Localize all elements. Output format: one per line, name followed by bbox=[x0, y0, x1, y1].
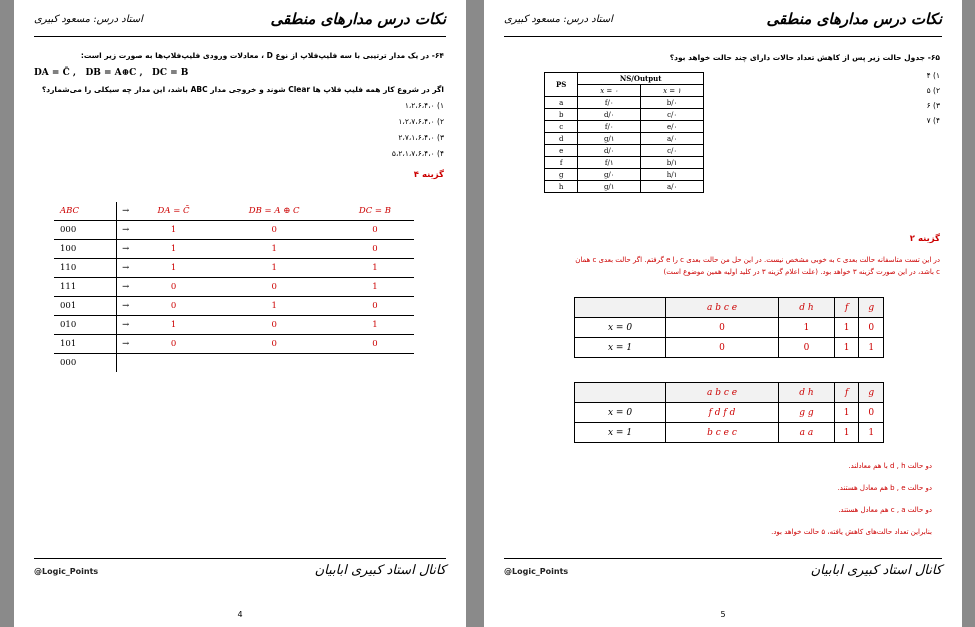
ns-header: NS/Output bbox=[578, 73, 704, 85]
cell: c/۰ bbox=[641, 145, 704, 157]
explanation-line1: در این تست متاسفانه حالت بعدی c به خوبی مشخص نیست. در این حل من حالت بعدی c را e گرفتم. اگر حالت بعدی c همان bbox=[575, 256, 940, 264]
left-page bbox=[14, 0, 466, 627]
option-1: ۱) ۴ bbox=[926, 71, 940, 80]
footer-channel: کانال استاد کبیری ابابیان bbox=[314, 563, 446, 578]
option-3: ۳) ۲،۷،۱،۶،۴،۰ bbox=[398, 133, 444, 142]
cell: x = 0 bbox=[575, 318, 666, 338]
cell: h bbox=[545, 181, 578, 193]
cell: 0 bbox=[778, 338, 834, 358]
cell: e/۰ bbox=[641, 121, 704, 133]
cell: 001 bbox=[54, 297, 116, 316]
cell: c bbox=[545, 121, 578, 133]
table-row bbox=[54, 335, 414, 354]
footer-channel: کانال استاد کبیری ابابیان bbox=[810, 563, 942, 578]
cell: 0 bbox=[135, 297, 213, 316]
cell: f/۱ bbox=[578, 157, 641, 169]
right-page bbox=[484, 0, 962, 627]
cell bbox=[575, 298, 666, 318]
cell: 1 bbox=[834, 338, 858, 358]
question-number: ۶۴- bbox=[431, 51, 444, 60]
cell: 0 bbox=[212, 335, 335, 354]
cell: 1 bbox=[336, 278, 414, 297]
cell: g bbox=[859, 383, 884, 403]
cell: d bbox=[545, 133, 578, 145]
cell: x = 1 bbox=[575, 338, 666, 358]
cell: 000 bbox=[54, 221, 116, 240]
cell: 1 bbox=[859, 338, 884, 358]
option-4: ۴) ۷ bbox=[926, 116, 940, 125]
reduction-table-1 bbox=[574, 297, 884, 358]
cell: d h bbox=[778, 298, 834, 318]
note-3: دو حالت c , a هم معادل هستند. bbox=[838, 506, 932, 514]
question-line1: در یک مدار ترتیبی با سه فلیپ‌فلاپ از نوع D ، معادلات ورودی فلیپ‌فلاپ‌ها به صورت زیر است: bbox=[80, 51, 430, 60]
equation-a: DA = C̄ , bbox=[34, 68, 77, 78]
cell: a b c e bbox=[666, 298, 779, 318]
cell: 0 bbox=[212, 278, 335, 297]
cell: f bbox=[545, 157, 578, 169]
page-footer bbox=[504, 558, 942, 589]
table-row bbox=[545, 109, 704, 121]
cell: 0 bbox=[666, 318, 779, 338]
cell: 1 bbox=[135, 240, 213, 259]
cell: 000 bbox=[54, 354, 116, 373]
page-header bbox=[504, 8, 942, 37]
table-row bbox=[54, 221, 414, 240]
table-row bbox=[575, 318, 884, 338]
table-row bbox=[54, 316, 414, 335]
option-2: ۲) ۱،۲،۷،۶،۴،۰ bbox=[398, 117, 444, 126]
cell: → bbox=[116, 221, 135, 240]
col-header-arrow: → bbox=[116, 202, 135, 221]
table-header-row bbox=[54, 202, 414, 221]
table-row bbox=[54, 259, 414, 278]
cell: 1 bbox=[212, 297, 335, 316]
col-header-da: DA = C̄ bbox=[135, 202, 213, 221]
cell: g/۰ bbox=[578, 169, 641, 181]
cell: → bbox=[116, 278, 135, 297]
col-header-abc: ABC bbox=[54, 202, 116, 221]
cell: 0 bbox=[135, 335, 213, 354]
equation-c: DC = B bbox=[152, 68, 189, 78]
option-3: ۳) ۶ bbox=[926, 101, 940, 110]
table-row bbox=[545, 133, 704, 145]
table-row bbox=[545, 169, 704, 181]
col-header-db: DB = A ⊕ C bbox=[212, 202, 335, 221]
cell: 101 bbox=[54, 335, 116, 354]
cell: a b c e bbox=[666, 383, 779, 403]
cell: b c e c bbox=[666, 423, 779, 443]
answer: گزینه ۲ bbox=[909, 234, 940, 244]
cell: f d f d bbox=[666, 403, 779, 423]
table-row bbox=[545, 121, 704, 133]
col-header-dc: DC = B bbox=[336, 202, 414, 221]
cell: x = 0 bbox=[575, 403, 666, 423]
header-title: نکات درس مدارهای منطقی bbox=[270, 10, 446, 28]
cell: b/۱ bbox=[641, 157, 704, 169]
cell: a a bbox=[778, 423, 834, 443]
cell: a/۰ bbox=[641, 181, 704, 193]
cell: 0 bbox=[212, 221, 335, 240]
cell: b/۰ bbox=[641, 97, 704, 109]
cell: → bbox=[116, 297, 135, 316]
note-2: دو حالت b , e هم معادل هستند. bbox=[837, 484, 932, 492]
page-number: 5 bbox=[720, 610, 726, 619]
table-row bbox=[575, 403, 884, 423]
header-teacher: استاد درس: مسعود کبیری bbox=[504, 14, 613, 25]
cell: a bbox=[545, 97, 578, 109]
cell: g bbox=[859, 298, 884, 318]
table-row bbox=[545, 145, 704, 157]
cell: 1 bbox=[135, 221, 213, 240]
x0-header: x = ۰ bbox=[578, 85, 641, 97]
page-header bbox=[34, 8, 446, 37]
header-teacher: استاد درس: مسعود کبیری bbox=[34, 14, 143, 25]
cell: → bbox=[116, 335, 135, 354]
cell: 1 bbox=[859, 423, 884, 443]
cell: 1 bbox=[834, 403, 858, 423]
cell: b bbox=[545, 109, 578, 121]
equations bbox=[34, 68, 188, 79]
answer: گزینه ۴ bbox=[413, 170, 444, 180]
cell: 0 bbox=[336, 297, 414, 316]
cell: e bbox=[545, 145, 578, 157]
table-row bbox=[54, 354, 414, 373]
cell: d/۰ bbox=[578, 145, 641, 157]
explanation-line2: c باشد، در این صورت گزینه ۳ خواهد بود. (علت اعلام گزینه ۳ در کلید اولیه همین موضوع است) bbox=[663, 268, 940, 276]
cell: f bbox=[834, 383, 858, 403]
cell: g/۱ bbox=[578, 181, 641, 193]
cell: g/۱ bbox=[578, 133, 641, 145]
question-line2: اگر در شروع کار همه فلیپ فلاپ ها Clear شوند و خروجی مدار ABC باشد، این مدار چه سیکلی را می‌شمارد؟ bbox=[41, 85, 444, 94]
cell bbox=[212, 354, 335, 373]
table-row bbox=[54, 278, 414, 297]
x1-header: x = ۱ bbox=[641, 85, 704, 97]
cell: 010 bbox=[54, 316, 116, 335]
table-row bbox=[575, 338, 884, 358]
footer-handle: @Logic_Points bbox=[504, 567, 569, 576]
cell: 1 bbox=[135, 316, 213, 335]
cell: 0 bbox=[859, 318, 884, 338]
cell: 0 bbox=[336, 240, 414, 259]
cell bbox=[575, 383, 666, 403]
cell: h/۱ bbox=[641, 169, 704, 181]
page-footer bbox=[34, 558, 446, 589]
table-row bbox=[54, 297, 414, 316]
cell: 0 bbox=[336, 335, 414, 354]
cell: f bbox=[834, 298, 858, 318]
cell bbox=[116, 354, 135, 373]
question-64 bbox=[34, 50, 444, 61]
cell: 1 bbox=[834, 318, 858, 338]
cell: c/۰ bbox=[641, 109, 704, 121]
header-title: نکات درس مدارهای منطقی bbox=[766, 10, 942, 28]
table-row bbox=[545, 181, 704, 193]
cell: 1 bbox=[336, 316, 414, 335]
cell: d h bbox=[778, 383, 834, 403]
equation-b: DB = A⊕C , bbox=[85, 68, 143, 78]
state-table bbox=[544, 72, 704, 193]
table-row bbox=[545, 97, 704, 109]
table-row bbox=[575, 423, 884, 443]
question-65 bbox=[510, 52, 940, 63]
truth-table bbox=[54, 202, 414, 372]
question-text: جدول حالت زیر پس از کاهش تعداد حالات دارای چند حالت خواهد بود؟ bbox=[669, 53, 926, 62]
cell: → bbox=[116, 316, 135, 335]
table-row bbox=[54, 240, 414, 259]
cell bbox=[336, 354, 414, 373]
cell: 1 bbox=[834, 423, 858, 443]
cell bbox=[135, 354, 213, 373]
cell: 0 bbox=[212, 316, 335, 335]
question-number: ۶۵- bbox=[927, 53, 940, 62]
cell: g g bbox=[778, 403, 834, 423]
table-row bbox=[545, 157, 704, 169]
cell: 0 bbox=[336, 221, 414, 240]
note-4: بنابراین تعداد حالت‌های کاهش یافته، ۵ حالت خواهد بود. bbox=[771, 528, 932, 536]
cell: f/۰ bbox=[578, 97, 641, 109]
option-4: ۴) ۵،۲،۱،۷،۶،۴،۰ bbox=[391, 149, 444, 158]
option-2: ۲) ۵ bbox=[926, 86, 940, 95]
cell: x = 1 bbox=[575, 423, 666, 443]
cell: → bbox=[116, 240, 135, 259]
cell: → bbox=[116, 259, 135, 278]
note-1: دو حالت d , h با هم معادلند. bbox=[848, 462, 932, 470]
cell: 0 bbox=[666, 338, 779, 358]
cell: 1 bbox=[336, 259, 414, 278]
reduction-table-2 bbox=[574, 382, 884, 443]
cell: 1 bbox=[135, 259, 213, 278]
ps-header: PS bbox=[545, 73, 578, 97]
cell: 0 bbox=[859, 403, 884, 423]
cell: 1 bbox=[212, 259, 335, 278]
page-number: 4 bbox=[237, 610, 243, 619]
cell: 100 bbox=[54, 240, 116, 259]
cell: g bbox=[545, 169, 578, 181]
cell: 111 bbox=[54, 278, 116, 297]
cell: a/۰ bbox=[641, 133, 704, 145]
cell: 1 bbox=[778, 318, 834, 338]
option-1: ۱) ۱،۲،۶،۴،۰ bbox=[404, 101, 444, 110]
footer-handle: @Logic_Points bbox=[34, 567, 99, 576]
cell: 110 bbox=[54, 259, 116, 278]
cell: 1 bbox=[212, 240, 335, 259]
cell: d/۰ bbox=[578, 109, 641, 121]
cell: 0 bbox=[135, 278, 213, 297]
cell: f/۰ bbox=[578, 121, 641, 133]
